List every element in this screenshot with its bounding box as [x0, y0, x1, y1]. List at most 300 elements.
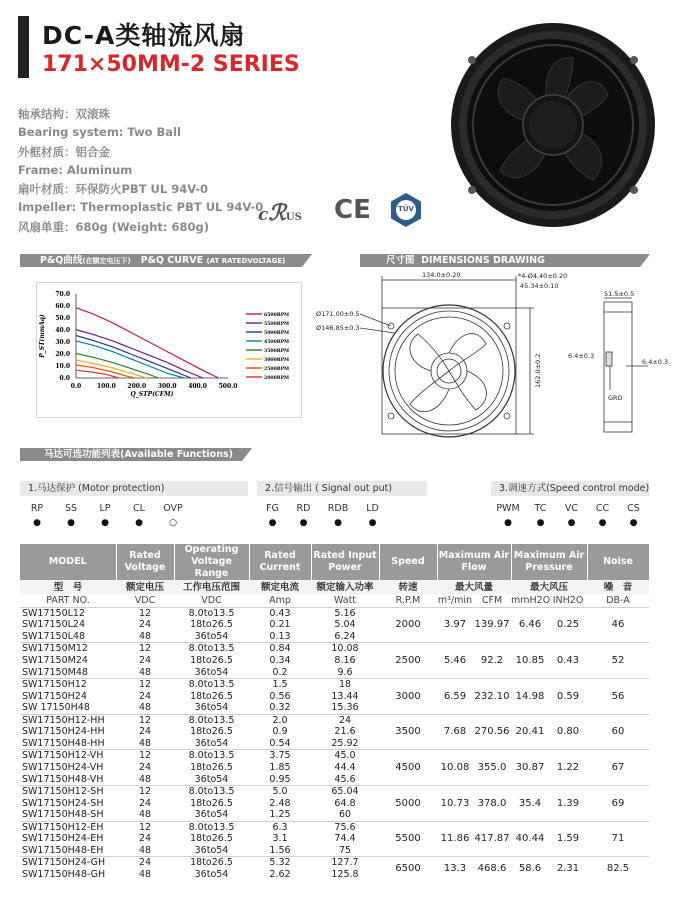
spec-cell: 5.32 [249, 857, 311, 869]
spec-cell: 44.4 [334, 762, 356, 774]
tuv-logo [388, 192, 424, 228]
spec-cell: 12 [116, 714, 174, 726]
functions-title: 马达可选功能列表(Available Functions) [44, 449, 233, 460]
header-accent-bar [18, 16, 29, 78]
spec-cell: 18to26.5 [190, 833, 233, 845]
model-cell: SW17150L48 [22, 630, 86, 642]
dim-inner-diameter: Ø146.85±0.3 [316, 324, 360, 332]
x-tick-label: 400.0 [188, 383, 207, 390]
spec-cell: 2.0 [249, 714, 311, 726]
func-code: VC [564, 503, 579, 514]
group-noise-cell: 52 [587, 643, 649, 679]
group-noise-cell: 46 [587, 607, 649, 643]
spec-cell: 36to54 [194, 845, 229, 856]
spec-cell: 24 [138, 797, 152, 809]
spec-cell: 6.24 [334, 630, 356, 642]
spec-cell: 74.4 [334, 833, 356, 845]
spec-cell: 48 [138, 737, 152, 749]
dim-lead-a: 6.4±0.3 [568, 352, 595, 360]
model-cell: SW17150L12 [20, 607, 116, 619]
series-line [76, 308, 219, 378]
func-group-signal-output: 2.信号输出 ( Signal out put) [257, 481, 427, 496]
spec-cell: 18to26.5 [190, 655, 233, 666]
group-cfm-cell: 232.10 [473, 678, 511, 714]
spec-cell: 1.56 [269, 845, 291, 856]
dim-lead-b: 6.4±0.3 [642, 358, 669, 366]
unit-cell: Watt [333, 594, 357, 606]
x-tick-label: 500.0 [218, 383, 238, 390]
spec-cell: 0.84 [249, 643, 311, 655]
spec-cell: 48 [138, 869, 152, 881]
model-cell: SW17150H24-VH [22, 762, 104, 774]
spec-cell: 0.9 [272, 726, 288, 738]
dim-holes: *4-Ø4.40±0.20 [518, 272, 568, 280]
spec-cell: 75 [338, 845, 352, 856]
spec-cell: 21.6 [334, 726, 356, 738]
ul-c-text: c [258, 205, 269, 225]
cn-header-cell: 额定电压 [116, 580, 174, 594]
spec-cell: 0.13 [269, 630, 291, 642]
x-tick-label: 200.0 [127, 383, 147, 390]
spec-cell: 64.8 [334, 797, 356, 809]
table-row [20, 678, 649, 690]
legend-label: 3000RPM [264, 358, 290, 363]
spec-frame-cn: 外框材质：铝合金 [18, 145, 110, 159]
group-cmm-cell: 11.86 [437, 821, 473, 857]
group-inh2o-cell: 0.43 [549, 643, 587, 679]
group-speed-cell: 3500 [379, 714, 437, 750]
spec-cell: 18to26.5 [190, 762, 233, 774]
func-mark: ● [504, 518, 512, 528]
spec-cell: 36to54 [194, 630, 229, 642]
th-model: MODEL [20, 544, 116, 580]
spec-cell: 36to54 [194, 737, 229, 749]
y-tick-label: 20.0 [55, 351, 70, 358]
group-speed-cell: 2000 [379, 607, 437, 643]
model-cell: SW17150H48-GH [22, 869, 106, 881]
func-mark: ● [536, 518, 545, 528]
spec-weight: 风扇单重：680g (Weight: 680g) [18, 220, 210, 234]
model-cell: SW17150H12-HH [20, 714, 116, 726]
tuv-text: TÜV [398, 205, 414, 213]
func-mark: ● [67, 518, 75, 528]
spec-cell: 48 [138, 809, 152, 821]
dim-hole-pitch: 45.34±0.10 [520, 282, 559, 290]
dim-height: 162.0±0.2 [534, 353, 542, 388]
func-mark: ○ [169, 518, 177, 528]
func-mark: ● [101, 518, 109, 528]
spec-cell: 5.0 [249, 785, 311, 797]
table-row [20, 785, 649, 797]
group-noise-cell: 69 [587, 785, 649, 821]
spec-cell: 48 [138, 845, 152, 856]
series-title: 171×50MM-2 SERIES [42, 52, 300, 77]
spec-cell: 12 [116, 785, 174, 797]
group-cmm-cell: 3.97 [437, 607, 473, 643]
spec-cell: 9.6 [337, 666, 353, 678]
func-code: OVP [163, 503, 183, 514]
spec-cell: 5.16 [311, 607, 379, 619]
th-air-flow: Maximum Air Flow [437, 544, 511, 580]
model-cell: SW17150H48-HH [22, 737, 105, 749]
spec-cell: 12 [116, 643, 174, 655]
th-input-power: Rated Input Power [311, 544, 379, 580]
func-code: SS [64, 503, 78, 514]
func-code: TC [534, 503, 547, 514]
group-cfm-cell: 468.6 [473, 857, 511, 881]
table-unit-row [20, 594, 649, 607]
group-mmh2o-cell: 6.46 [511, 607, 549, 643]
spec-cell: 48 [138, 630, 152, 642]
spec-cell: 0.34 [269, 655, 291, 666]
spec-cell: 8.0to13.5 [174, 785, 249, 797]
func-marks-motor [20, 518, 190, 528]
unit-cell: VDC [134, 594, 156, 606]
group-cfm-cell: 355.0 [473, 750, 511, 786]
group-inh2o-cell: 0.59 [549, 678, 587, 714]
spec-cell: 5.04 [334, 619, 356, 631]
th-operating-voltage: Operating Voltage Range [174, 544, 249, 580]
group-cfm-cell: 270.56 [473, 714, 511, 750]
group-inh2o-cell: 0.25 [549, 607, 587, 643]
group-mmh2o-cell: 10.85 [511, 643, 549, 679]
group-inh2o-cell: 1.22 [549, 750, 587, 786]
pq-section-cn-note: (在额定电压下) [82, 257, 131, 265]
dim-section-bar [360, 254, 640, 267]
pq-section-en: P&Q CURVE [140, 255, 204, 266]
spec-cell: 0.43 [249, 607, 311, 619]
spec-cell: 18to26.5 [190, 726, 233, 738]
table-row [20, 714, 649, 726]
model-cell: SW17150M48 [22, 666, 88, 678]
spec-table [20, 544, 650, 880]
pq-section-cn: P&Q曲线 [40, 255, 83, 266]
model-cell: SW17150M24 [22, 655, 88, 666]
func-codes-signal [257, 503, 388, 514]
group-speed-cell: 3000 [379, 678, 437, 714]
func-code: LD [366, 503, 379, 514]
spec-cell: 0.54 [269, 737, 291, 749]
group-mmh2o-cell: 58.6 [511, 857, 549, 881]
group-noise-cell: 71 [587, 821, 649, 857]
legend-label: 2000RPM [264, 376, 290, 381]
func-mark: ● [33, 518, 41, 528]
spec-cell: 65.04 [311, 785, 379, 797]
table-row [20, 643, 649, 655]
group-cfm-cell: 139.97 [473, 607, 511, 643]
group-cmm-cell: 10.08 [437, 750, 473, 786]
group-noise-cell: 60 [587, 714, 649, 750]
func-mark: ● [268, 518, 277, 528]
model-cell: SW17150H12-SH [20, 785, 116, 797]
spec-cell: 127.7 [311, 857, 379, 869]
spec-cell: 1.85 [269, 762, 291, 774]
dim-outer-diameter: Ø171.00±0.5 [316, 310, 360, 318]
dim-depth: 51.5±0.5 [604, 290, 635, 298]
spec-cell: 125.8 [331, 869, 359, 881]
th-rated-current: Rated Current [249, 544, 311, 580]
group-cmm-cell: 7.68 [437, 714, 473, 750]
group-cmm-cell: 5.46 [437, 643, 473, 679]
table-row [20, 607, 649, 619]
spec-cell: 0.56 [269, 690, 291, 702]
func-code: LP [99, 503, 111, 514]
spec-bearing-en: Bearing system: Two Ball [18, 125, 181, 139]
func-code: CL [133, 503, 145, 514]
y-tick-label: 10.0 [55, 363, 70, 370]
th-speed: Speed [379, 544, 437, 580]
x-tick-label: 100.0 [97, 383, 116, 390]
func-mark: ● [135, 518, 143, 528]
y-tick-label: 50.0 [55, 315, 70, 322]
cn-header-cell: 额定输入功率 [311, 580, 379, 594]
spec-cell: 24 [116, 857, 174, 869]
model-cell: SW17150H12-EH [20, 821, 116, 833]
spec-cell: 36to54 [194, 666, 229, 678]
group-cfm-cell: 92.2 [473, 643, 511, 679]
table-row [20, 857, 649, 869]
model-cell: SW17150H12-VH [20, 750, 116, 762]
cn-header-cell: 工作电压范围 [174, 580, 249, 594]
cn-header-cell: 额定电流 [249, 580, 311, 594]
dim-width: 134.0±0.20 [422, 271, 461, 279]
spec-cell: 12 [116, 750, 174, 762]
model-cell: SW17150H24-GH [20, 857, 116, 869]
spec-cell: 45.0 [311, 750, 379, 762]
group-speed-cell: 2500 [379, 643, 437, 679]
func-mark: ● [567, 518, 576, 528]
spec-cell: 18to26.5 [190, 690, 233, 702]
ul-mark-icon: ℛ [268, 200, 286, 226]
spec-cell: 12 [116, 607, 174, 619]
unit-cell: m³/min [437, 594, 473, 606]
group-mmh2o-cell: 35.4 [511, 785, 549, 821]
legend-label: 3500RPM [264, 349, 290, 354]
cn-header-cell: 最大风压 [511, 580, 587, 594]
y-tick-label: 60.0 [55, 303, 70, 310]
model-cell: SW17150H24-SH [22, 797, 104, 809]
group-inh2o-cell: 0.80 [549, 714, 587, 750]
unit-cell: DB-A [606, 594, 630, 606]
func-code: RDB [327, 503, 349, 514]
spec-frame-en: Frame: Aluminum [18, 163, 133, 177]
group-cmm-cell: 10.73 [437, 785, 473, 821]
func-group-motor-protection: 1.马达保护 (Motor protection) [20, 481, 248, 496]
x-axis-label: Q_STP(CFM) [130, 391, 174, 398]
spec-cell: 36to54 [194, 809, 229, 821]
spec-cell: 12 [116, 821, 174, 833]
spec-cell: 48 [138, 666, 152, 678]
func-code: RP [30, 503, 44, 514]
legend-label: 4500RPM [264, 340, 290, 345]
func-code: CC [595, 503, 610, 514]
model-cell: SW17150H48-SH [22, 809, 104, 821]
model-cell: SW17150L24 [22, 619, 86, 631]
func-code: RD [296, 503, 311, 514]
spec-cell: 8.0to13.5 [174, 714, 249, 726]
spec-cell: 2.62 [269, 869, 291, 881]
group-cmm-cell: 13.3 [437, 857, 473, 881]
spec-cell: 8.0to13.5 [174, 643, 249, 655]
legend-label: 5500RPM [264, 322, 290, 327]
pq-chart [36, 282, 302, 420]
spec-cell: 8.16 [334, 655, 356, 666]
model-cell: SW17150H24-HH [22, 726, 105, 738]
unit-cell: CFM [481, 594, 503, 606]
func-code: FG [266, 503, 279, 514]
func-group-speed-control: 3.调速方式(Speed control mode) [491, 481, 649, 496]
x-tick-label: 300.0 [157, 383, 177, 390]
model-cell: SW17150H24 [22, 690, 87, 702]
dim-section-cn: 尺寸图 [386, 255, 415, 266]
spec-cell: 18 [311, 678, 379, 690]
spec-cell: 18to26.5 [190, 797, 233, 809]
y-tick-label: 70.0 [55, 291, 70, 298]
cn-header-cell: 转速 [379, 580, 437, 594]
group-inh2o-cell: 1.59 [549, 821, 587, 857]
spec-cell: 24 [138, 726, 152, 738]
spec-cell: 18to26.5 [190, 619, 233, 631]
func-codes-motor [20, 503, 190, 514]
series-line [76, 336, 191, 379]
page-title: DC-A类轴流风扇 [42, 21, 246, 50]
spec-impeller-cn: 扇叶材质：环保防火PBT UL 94V-0 [18, 182, 209, 196]
model-cell: SW17150H48-EH [22, 845, 104, 856]
th-rated-voltage: Rated Voltage [116, 544, 174, 580]
spec-cell: 0.21 [269, 619, 291, 631]
unit-cell: PART NO. [46, 594, 90, 606]
unit-cell: R.P.M [395, 594, 421, 606]
group-noise-cell: 82.5 [587, 857, 649, 881]
func-code: CS [627, 503, 640, 514]
x-tick-label: 0.0 [70, 383, 82, 390]
spec-cell: 60 [338, 809, 352, 821]
group-mmh2o-cell: 40.44 [511, 821, 549, 857]
func-mark: ● [299, 518, 308, 528]
cn-header-cell: 噪 音 [587, 580, 649, 594]
functions-section-bar [20, 448, 242, 461]
func-mark: ● [334, 518, 342, 528]
spec-cell: 75.6 [311, 821, 379, 833]
dim-section-en: DIMENSIONS DRAWING [421, 255, 545, 266]
group-speed-cell: 6500 [379, 857, 437, 881]
th-air-pressure: Maximum Air Pressure [511, 544, 587, 580]
pq-section-en-note: (AT RATEDVOLTAGE) [206, 257, 286, 265]
table-row [20, 821, 649, 833]
spec-cell: 18to26.5 [174, 857, 249, 869]
group-noise-cell: 56 [587, 678, 649, 714]
func-mark: ● [598, 518, 607, 528]
model-cell: SW17150H12 [20, 678, 116, 690]
spec-cell: 10.08 [311, 643, 379, 655]
spec-cell: 8.0to13.5 [174, 821, 249, 833]
cn-header-cell: 型 号 [20, 580, 116, 594]
spec-cell: 0.2 [272, 666, 288, 678]
group-cfm-cell: 378.0 [473, 785, 511, 821]
spec-cell: 48 [138, 702, 152, 714]
group-cmm-cell: 6.59 [437, 678, 473, 714]
ul-us-text: US [285, 212, 302, 223]
group-inh2o-cell: 1.39 [549, 785, 587, 821]
group-mmh2o-cell: 14.98 [511, 678, 549, 714]
model-cell: SW17150H24-EH [22, 833, 104, 845]
spec-cell: 24 [138, 690, 152, 702]
group-speed-cell: 4500 [379, 750, 437, 786]
ul-logo [258, 200, 302, 226]
spec-cell: 12 [116, 678, 174, 690]
spec-cell: 8.0to13.5 [174, 750, 249, 762]
spec-cell: 3.1 [272, 833, 288, 845]
table-row [20, 750, 649, 762]
group-mmh2o-cell: 30.87 [511, 750, 549, 786]
spec-impeller-en: Impeller: Thermoplastic PBT UL 94V-0 [18, 200, 264, 214]
th-noise: Noise [587, 544, 649, 580]
spec-cell: 1.5 [249, 678, 311, 690]
func-codes-speed [491, 503, 649, 514]
spec-cell: 1.25 [269, 809, 291, 821]
dim-ground: GRD [608, 394, 623, 402]
unit-cell: mmH2O [511, 594, 551, 606]
spec-cell: 8.0to13.5 [174, 678, 249, 690]
group-cfm-cell: 417.87 [473, 821, 511, 857]
spec-cell: 15.36 [331, 702, 359, 714]
series-line [76, 354, 158, 379]
model-cell: SW17150H48-VH [22, 773, 104, 785]
model-cell: SW 17150H48 [22, 702, 90, 714]
spec-cell: 3.75 [249, 750, 311, 762]
func-marks-speed [491, 518, 649, 528]
cn-header-cell: 最大风量 [437, 580, 511, 594]
spec-cell: 36to54 [194, 773, 229, 785]
group-mmh2o-cell: 20.41 [511, 714, 549, 750]
fan-photo [448, 20, 658, 230]
spec-cell: 8.0to13.5 [174, 607, 249, 619]
unit-cell: INH2O [552, 594, 584, 606]
spec-cell: 2.48 [269, 797, 291, 809]
spec-cell: 36to54 [194, 702, 229, 714]
spec-cell: 24 [311, 714, 379, 726]
func-marks-signal [257, 518, 388, 528]
ce-mark: CE [334, 195, 371, 225]
spec-cell: 6.3 [249, 821, 311, 833]
pq-section-bar [20, 254, 302, 267]
dimension-drawing [300, 268, 676, 440]
legend-label: 5000RPM [264, 331, 290, 336]
spec-cell: 13.44 [331, 690, 359, 702]
func-mark: ● [368, 518, 377, 528]
unit-cell: VDC [201, 594, 222, 606]
legend-label: 6500RPM [264, 313, 290, 318]
spec-cell: 24 [138, 833, 152, 845]
spec-cell: 24 [138, 619, 152, 631]
spec-cell: 25.92 [331, 737, 359, 749]
spec-cell: 45.6 [334, 773, 356, 785]
y-axis-label: P_ST(mmAq) [39, 314, 46, 358]
legend-label: 2500RPM [264, 367, 290, 372]
func-code: PWM [496, 503, 520, 514]
group-noise-cell: 67 [587, 750, 649, 786]
group-inh2o-cell: 2.31 [549, 857, 587, 881]
y-tick-label: 40.0 [55, 327, 70, 334]
spec-cell: 48 [138, 773, 152, 785]
spec-cell: 36to54 [194, 869, 229, 881]
table-cn-header-row [20, 580, 649, 594]
spec-cell: 24 [138, 655, 152, 666]
spec-cell: 24 [138, 762, 152, 774]
spec-cell: 0.32 [269, 702, 291, 714]
spec-bearing-cn: 轴承结构：双滚珠 [18, 107, 110, 121]
func-mark: ● [629, 518, 638, 528]
